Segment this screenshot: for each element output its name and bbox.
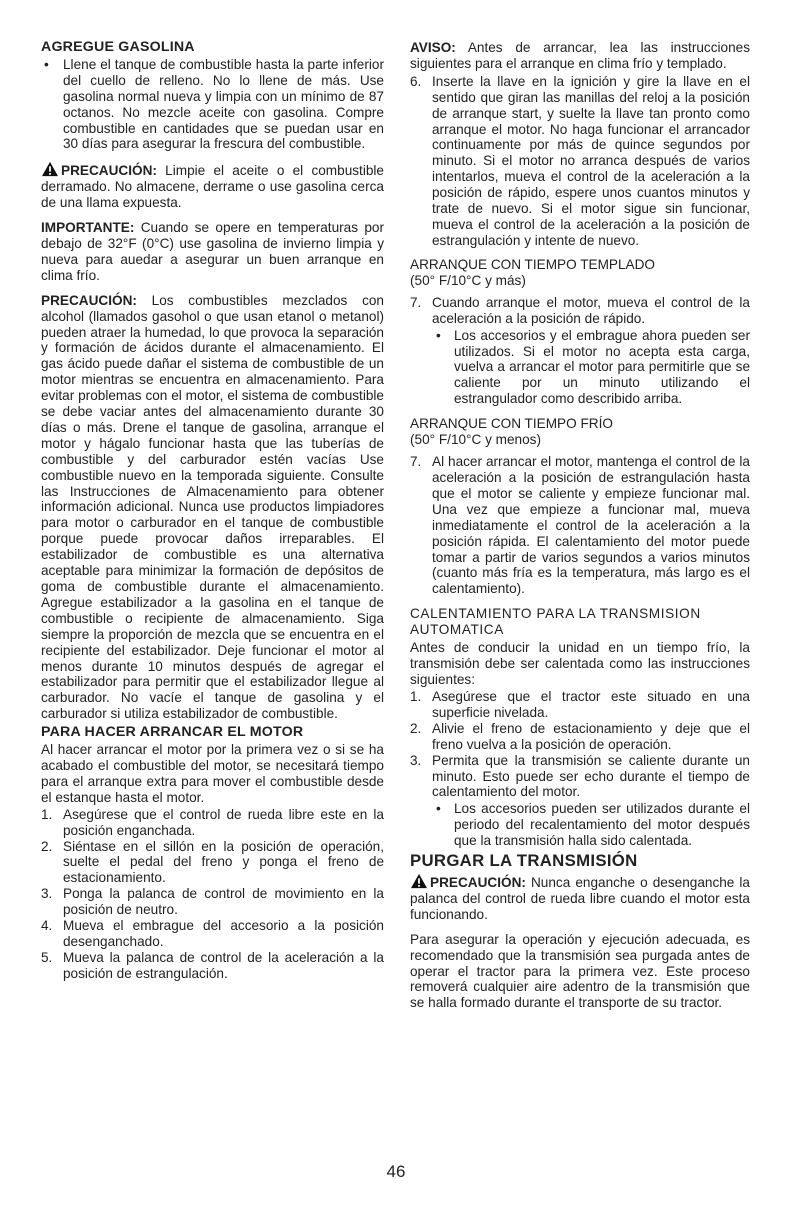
- step-text: Ponga la palanca de control de movimiento en la posición de neutro.: [63, 886, 384, 918]
- step-text: Asegúrese que el control de rueda libre este en la posición enganchada.: [63, 806, 384, 838]
- sub-bullet-text: Los accesorios pueden ser utilizados durante el periodo del recalentamiento del motor después que la transmisión halla sido calentada.: [454, 801, 750, 849]
- bullet-item: [41, 57, 384, 152]
- list-item: [410, 689, 750, 721]
- sub-bullet-item: [410, 328, 750, 408]
- purgar-paragraph: Para asegurar la operación y ejecución adecuada, es recomendado que la transmisión sea purgada antes de operar el tractor para la primera vez. Este proceso removerá cualquier aire adentro de la transmisión que se halla formado durante el transporte de su tractor.: [410, 931, 750, 1011]
- step-number: 2.: [410, 720, 422, 736]
- precaucion-label: PRECAUCIÓN:: [430, 874, 526, 890]
- section-heading-templado: [410, 257, 750, 289]
- left-column: [41, 40, 384, 988]
- bullet-icon: •: [436, 801, 441, 817]
- list-item: [41, 886, 384, 918]
- step-number: 1.: [41, 806, 53, 822]
- precaucion-label: PRECAUCIÓN:: [41, 292, 137, 308]
- heading-arranque-frio: ARRANQUE CON TIEMPO FRÍO: [410, 416, 613, 432]
- step-text: Mueva el embrague del accesorio a la posición desenganchado.: [63, 918, 384, 949]
- heading-arranque-templado-range: (50° F/10°C y más): [410, 272, 526, 288]
- step-text: Alivie el freno de estacionamiento y deje que el freno vuelva a la posición de operación.: [432, 720, 750, 752]
- step-number: 7.: [410, 294, 422, 310]
- step-number: 2.: [41, 838, 53, 854]
- list-item: [410, 74, 750, 249]
- sub-bullet-item: [410, 801, 750, 849]
- arrancar-intro: Al hacer arrancar el motor por la primera vez o si se ha acabado el combustible del motor, se necesitará tiempo para el arranque extra para mover el combustible desde el estanque hasta el motor.: [41, 742, 384, 805]
- bullet-icon: •: [436, 327, 441, 343]
- precaucion-purgar-paragraph: [410, 873, 750, 923]
- step-text: Inserte la llave en la ignición y gire la llave en el sentido que giran las manillas del reloj a la posición de arranque start, y suelte la llave tan pronto como arranque el motor. No haga funcionar el arrancador continuamente por más de quince segundos por minuto. Si el motor no arranca después de varios intentarlos, mueva el control de la aceleración a la posición de rápido, espere unos cuantos minutos y trate de nuevo. Si el motor sigue sin funcionar, mueva el control de la aceleración a la posición de estrangulación y intente de nuevo.: [432, 73, 750, 248]
- precaucion-combustibles-paragraph: [41, 293, 384, 722]
- precaucion-text: Los combustibles mezclados con alcohol (llamados gasohol o que usan etanol o metanol) pueden atraer la humedad, lo que provoca la separación y formación de ácidos durante el almacenamiento. El gas ácido puede dañar el sistema de combustible de un motor mientras se encuentra en almacenamiento. Para evitar problemas con el motor, el sistema de combustible se debe vaciar antes del almacenamiento durante 30 días o más. Drene el tanque de gasolina, arranque el motor y hágalo funcionar hasta que las tuberías de combustible y del carburador estén vacías Use combustible nuevo en la temporada siguiente. Consulte las Instrucciones de Almacenamiento para obtener información adicional. Nunca use productos limpiadores para motor o carburador en el tanque de combustible porque puede provocar daños irreparables. El estabilizador de combustible es una alternativa aceptable para minimizar la formación de depósitos de goma de combustible durante el almacenamiento. Agregue estabilizador a la gasolina en el tanque de combustible o recipiente de almacenamiento. Siga siempre la proporción de mezcla que se encuentra en el recipiente del estabilizador. Deje funcionar el motor al menos durante 10 minutos después de agregar el estabilizador para permitir que el estabilizador llegue al carburador. No vacíe el tanque de gasolina y el carburador si utiliza estabilizador de combustible.: [41, 292, 384, 722]
- calentamiento-intro: Antes de conducir la unidad en un tiempo frío, la transmisión debe ser calentada como las instrucciones siguientes:: [410, 640, 750, 688]
- list-item: [410, 753, 750, 801]
- list-item: [41, 918, 384, 950]
- step-text: Asegúrese que el tractor este situado en una superficie nivelada.: [432, 689, 750, 720]
- page-number: 46: [386, 1162, 406, 1181]
- importante-paragraph: [41, 220, 384, 284]
- precaucion-text: Nunca enganche o desenganche la palanca del control de rueda libre cuando el motor esta funcionando.: [410, 874, 750, 922]
- heading-purgar-transmision: PURGAR LA TRANSMISIÓN: [410, 851, 638, 871]
- heading-arranque-templado: ARRANQUE CON TIEMPO TEMPLADO: [410, 256, 655, 272]
- step-number: 5.: [41, 949, 53, 965]
- list-item: [410, 721, 750, 753]
- step-number: 3.: [410, 752, 422, 768]
- list-item: [41, 950, 384, 982]
- aviso-paragraph: [410, 40, 750, 72]
- precaucion-label: PRECAUCIÓN:: [61, 163, 157, 179]
- arrancar-steps-list: [41, 807, 384, 982]
- step-number: 6.: [410, 73, 422, 89]
- list-item: [410, 295, 750, 327]
- step-number: 4.: [41, 918, 53, 934]
- precaucion-paragraph: [41, 161, 384, 211]
- heading-arrancar-motor: PARA HACER ARRANCAR EL MOTOR: [41, 724, 304, 741]
- heading-calentamiento: CALENTAMIENTO PARA LA TRANSMISION AUTOMATICA: [410, 606, 701, 638]
- bullet-text: Llene el tanque de combustible hasta la parte inferior del cuello de relleno. No lo llene de más. Use gasolina normal nueva y limpia con un mínimo de 87 octanos. No mezcle aceite con gasolina. Compre combustible en cantidades que se puedan usar en 30 días para asegurar la frescura del combustible.: [63, 56, 384, 152]
- right-column: [410, 40, 750, 1020]
- list-item: [410, 454, 750, 597]
- warning-triangle-icon: [41, 161, 59, 177]
- sub-bullet-text: Los accesorios y el embrague ahora pueden ser utilizados. Si el motor no acepta esta carga, vuelva a arrancar el motor para permitirle que se caliente por un minuto utilizando el estrangulador como describido arriba.: [454, 327, 750, 407]
- list-item: [41, 807, 384, 839]
- heading-arranque-frio-range: (50° F/10°C y menos): [410, 432, 541, 448]
- list-item: [41, 839, 384, 887]
- step-number: 1.: [410, 689, 422, 704]
- bullet-icon: •: [44, 56, 49, 72]
- step-text: Al hacer arrancar el motor, mantenga el control de la aceleración a la posición de estrangulación hasta que el motor se caliente y empieze funcionar mal. Una vez que empieze a funcionar mal, mueva inmediatamente el control de la aceleración a la posición rápida. El calentamiento del motor puede tomar a partir de varios segundos a varios minutos (cuanto más fría es la temperatura, más largo es el calentamiento).: [432, 454, 750, 597]
- warning-triangle-icon: [410, 873, 428, 889]
- step-text: Cuando arranque el motor, mueva el control de la aceleración a la posición de rápido.: [432, 294, 750, 326]
- importante-text: Cuando se opere en temperaturas por debajo de 32°F (0°C) use gasolina de invierno limpia y nueva para auedar a asegurar un buen arranque en clima frío.: [41, 220, 385, 283]
- precaucion-text: Limpie el aceite o el combustible derramado. No almacene, derrame o use gasolina cerca de una llama expuesta.: [41, 163, 384, 211]
- step-text: Permita que la transmisión se caliente durante un minuto. Esto puede ser echo durante el tiempo de calentamiento del motor.: [432, 752, 750, 800]
- step-text: Siéntase en el sillón en la posición de operación, suelte el pedal del freno y ponga el freno de estacionamiento.: [63, 838, 384, 886]
- step-number: 7.: [410, 454, 422, 470]
- aviso-text: Antes de arrancar, lea las instrucciones siguientes para el arranque en clima frío y templado.: [410, 40, 750, 71]
- heading-agregue-gasolina: AGREGUE GASOLINA: [41, 39, 195, 55]
- aviso-label: AVISO:: [410, 40, 456, 55]
- step-number: 3.: [41, 886, 53, 902]
- importante-label: IMPORTANTE:: [41, 220, 135, 236]
- step-text: Mueva la palanca de control de la aceleración a la posición de estrangulación.: [63, 949, 384, 981]
- section-heading-frio: [410, 416, 750, 448]
